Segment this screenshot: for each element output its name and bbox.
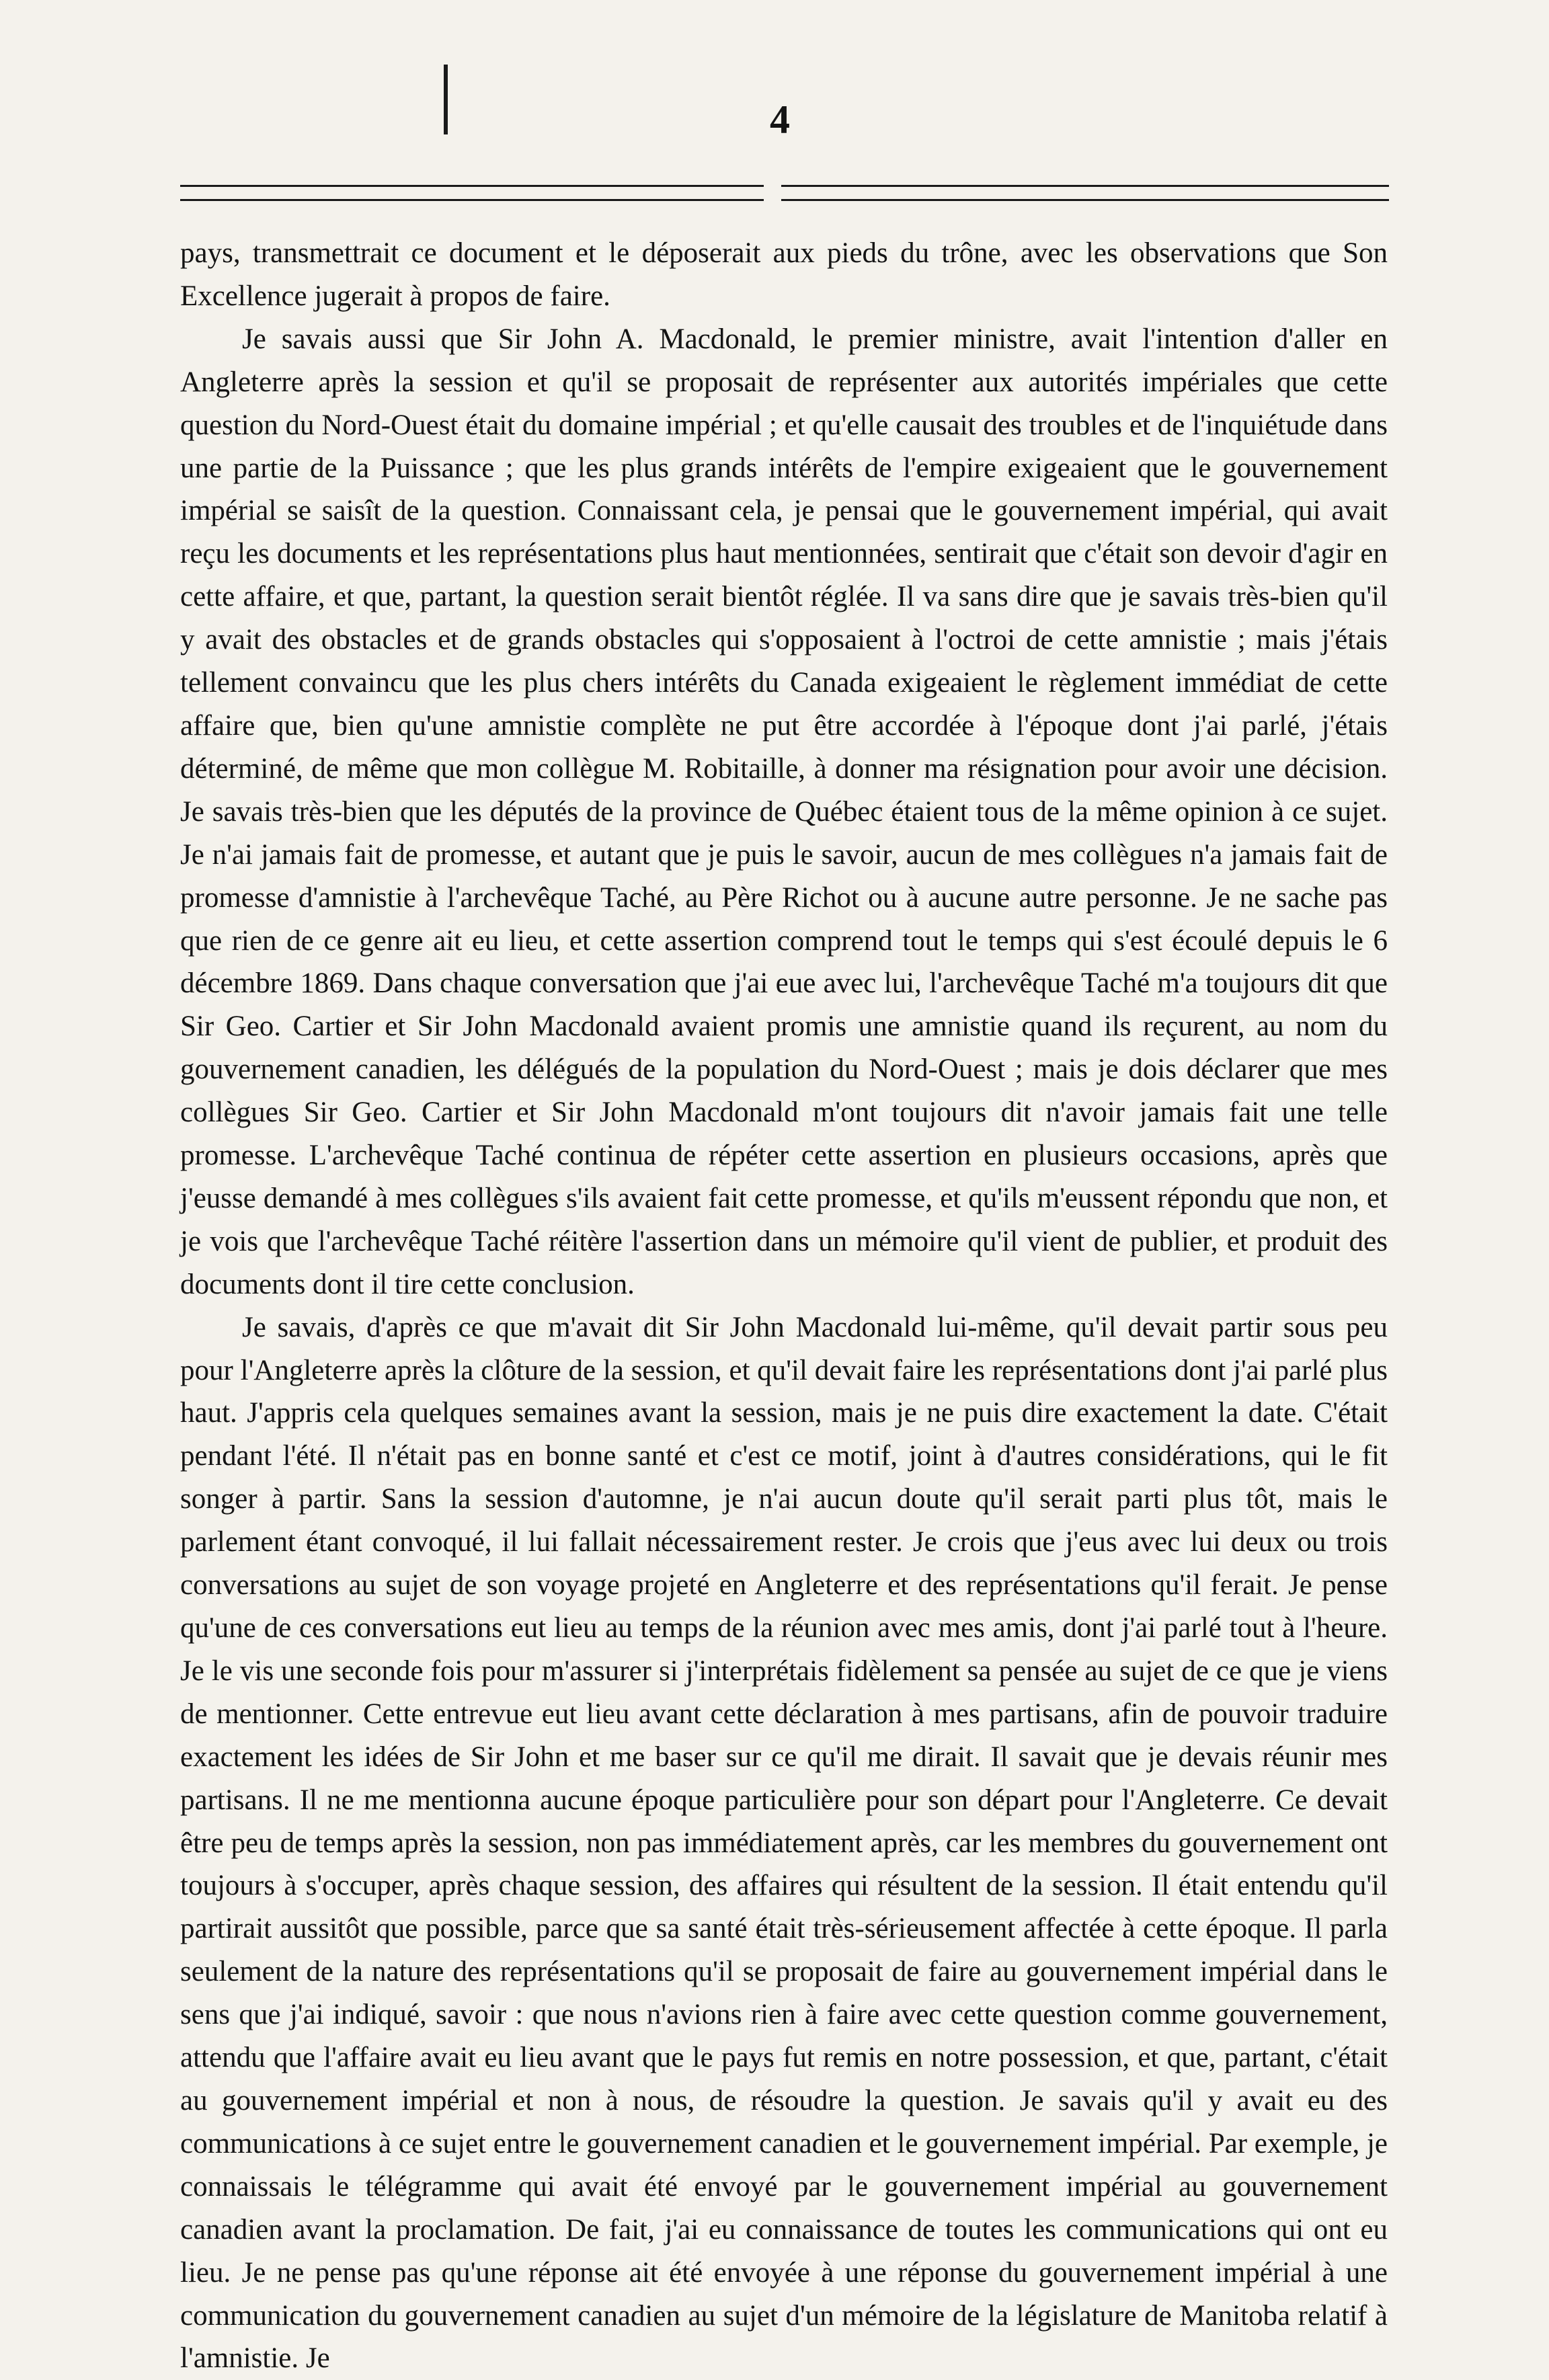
- header-rule-right: [781, 185, 1389, 201]
- page-number: 4: [770, 97, 790, 142]
- body-text: [180, 232, 1388, 2375]
- gutter-mark: [444, 65, 448, 134]
- paragraph-amnesty: Je savais aussi que Sir John A. Macdonald, le premier ministre, avait l'intention d'aller en Angleterre après la session et qu'il se proposait de représenter aux autorités impériales que cette question du Nord-Ouest était du domaine impérial ; et qu'elle causait des troubles et de l'inquiétude dans une partie de la Puissance ; que les plus grands intérêts de l'empire exigeaient que le gouvernement impérial se saisît de la question. Connaissant cela, je pensai que le gouvernement impérial, qui avait reçu les documents et les représentations plus haut mentionnées, sentirait que c'était son devoir d'agir en cette affaire, et que, partant, la question serait bientôt réglée. Il va sans dire que je savais très-bien qu'il y avait des obstacles et de grands obstacles qui s'opposaient à l'octroi de cette amnistie ; mais j'étais tellement convaincu que les plus chers intérêts du Canada exigeaient le règlement immédiat de cette affaire que, bien qu'une amnistie complète ne put être accordée à l'époque dont j'ai parlé, j'étais déterminé, de même que mon collègue M. Robitaille, à donner ma résignation pour avoir une décision. Je savais très-bien que les députés de la province de Québec étaient tous de la même opinion à ce sujet. Je n'ai jamais fait de promesse, et autant que je puis le savoir, aucun de mes collègues n'a jamais fait de promesse d'amnistie à l'archevêque Taché, au Père Richot ou à aucune autre personne. Je ne sache pas que rien de ce genre ait eu lieu, et cette assertion comprend tout le temps qui s'est écoulé depuis le 6 décembre 1869. Dans chaque conversation que j'ai eue avec lui, l'archevêque Taché m'a toujours dit que Sir Geo. Cartier et Sir John Macdonald avaient promis une amnistie quand ils reçurent, au nom du gouvernement canadien, les délégués de la population du Nord-Ouest ; mais je dois déclarer que mes collègues Sir Geo. Cartier et Sir John Macdonald m'ont toujours dit n'avoir jamais fait une telle promesse. L'archevêque Taché continua de répéter cette assertion en plusieurs occasions, après que j'eusse demandé à mes collègues s'ils avaient fait cette promesse, et qu'ils m'eussent répondu que non, et je vois que l'archevêque Taché réitère l'assertion dans un mémoire qu'il vient de publier, et produit des documents dont il tire cette conclusion.: [180, 323, 1388, 1300]
- paragraph-continuation: pays, transmettrait ce document et le déposerait aux pieds du trône, avec les observations que Son Excellence jugerait à propos de faire.: [180, 237, 1388, 312]
- header-rule-left: [180, 185, 764, 201]
- paragraph-macdonald-departure: Je savais, d'après ce que m'avait dit Sir John Macdonald lui-même, qu'il devait partir sous peu pour l'Angleterre après la clôture de la session, et qu'il devait faire les représentations dont j'ai parlé plus haut. J'appris cela quelques semaines avant la session, mais je ne puis dire exactement la date. C'était pendant l'été. Il n'était pas en bonne santé et c'est ce motif, joint à d'autres considérations, qui le fit songer à partir. Sans la session d'automne, je n'ai aucun doute qu'il serait parti plus tôt, mais le parlement étant convoqué, il lui fallait nécessairement rester. Je crois que j'eus avec lui deux ou trois conversations au sujet de son voyage projeté en Angleterre et des représentations qu'il ferait. Je pense qu'une de ces conversations eut lieu au temps de la réunion avec mes amis, dont j'ai parlé tout à l'heure. Je le vis une seconde fois pour m'assurer si j'interprétais fidèlement sa pensée au sujet de ce que je viens de mentionner. Cette entrevue eut lieu avant cette déclaration à mes partisans, afin de pouvoir traduire exactement les idées de Sir John et me baser sur ce qu'il me dirait. Il savait que je devais réunir mes partisans. Il ne me mentionna aucune époque particulière pour son départ pour l'Angleterre. Ce devait être peu de temps après la session, non pas immédiatement après, car les membres du gouvernement ont toujours à s'occuper, après chaque session, des affaires qui résultent de la session. Il était entendu qu'il partirait aussitôt que possible, parce que sa santé était très-sérieusement affectée à cette époque. Il parla seulement de la nature des représentations qu'il se proposait de faire au gouvernement impérial dans le sens que j'ai indiqué, savoir : que nous n'avions rien à faire avec cette question comme gouvernement, attendu que l'affaire avait eu lieu avant que le pays fut remis en notre possession, et que, partant, c'était au gouvernement impérial et non à nous, de résoudre la question. Je savais qu'il y avait eu des communications à ce sujet entre le gouvernement canadien et le gouvernement impérial. Par exemple, je connaissais le télégramme qui avait été envoyé par le gouvernement impérial au gouvernement canadien avant la proclamation. De fait, j'ai eu connaissance de toutes les communications qui ont eu lieu. Je ne pense pas qu'une réponse ait été envoyée à une réponse du gouvernement impérial à une communication du gouvernement canadien au sujet d'un mémoire de la législature de Manitoba relatif à l'amnistie. Je: [180, 1311, 1388, 2375]
